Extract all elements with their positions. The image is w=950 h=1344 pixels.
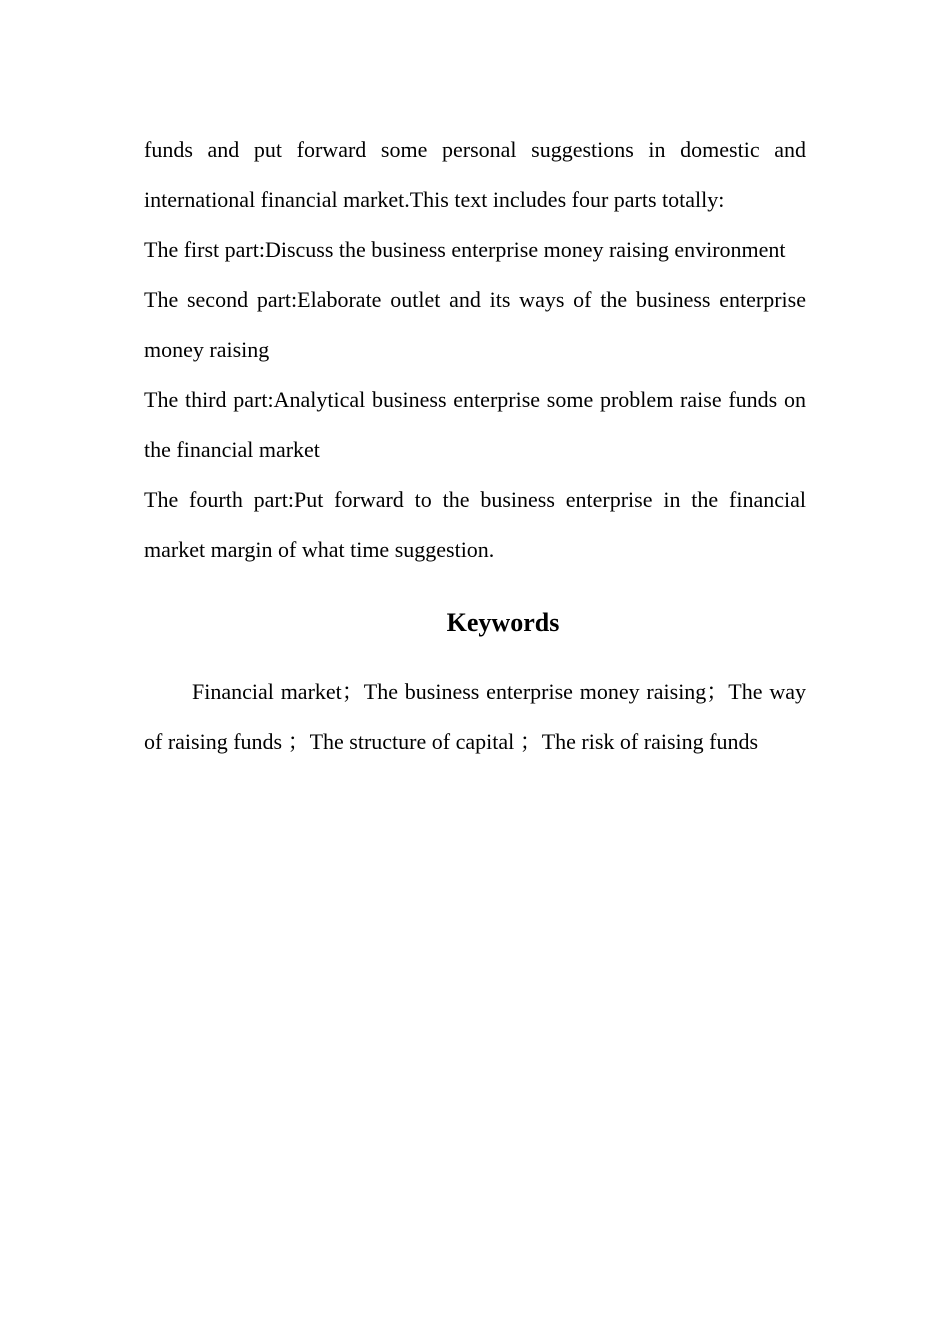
keywords-text: Financial market；The business enterprise money raising；The way of raising funds ；The structure of capital ；The risk of raising funds [144,679,806,754]
abstract-part-1: The first part:Discuss the business enterprise money raising environment [144,237,786,262]
page-content [144,125,806,767]
abstract-part-4: The fourth part:Put forward to the business enterprise in the financial market margin of what time suggestion. [144,487,806,562]
keywords-heading: Keywords [446,608,560,637]
abstract-part-2: The second part:Elaborate outlet and its ways of the business enterprise money raising [144,287,806,362]
abstract-intro: funds and put forward some personal suggestions in domestic and international financial market.This text includes four parts totally: [144,137,806,212]
abstract-part-3: The third part:Analytical business enterprise some problem raise funds on the financial market [144,387,806,462]
